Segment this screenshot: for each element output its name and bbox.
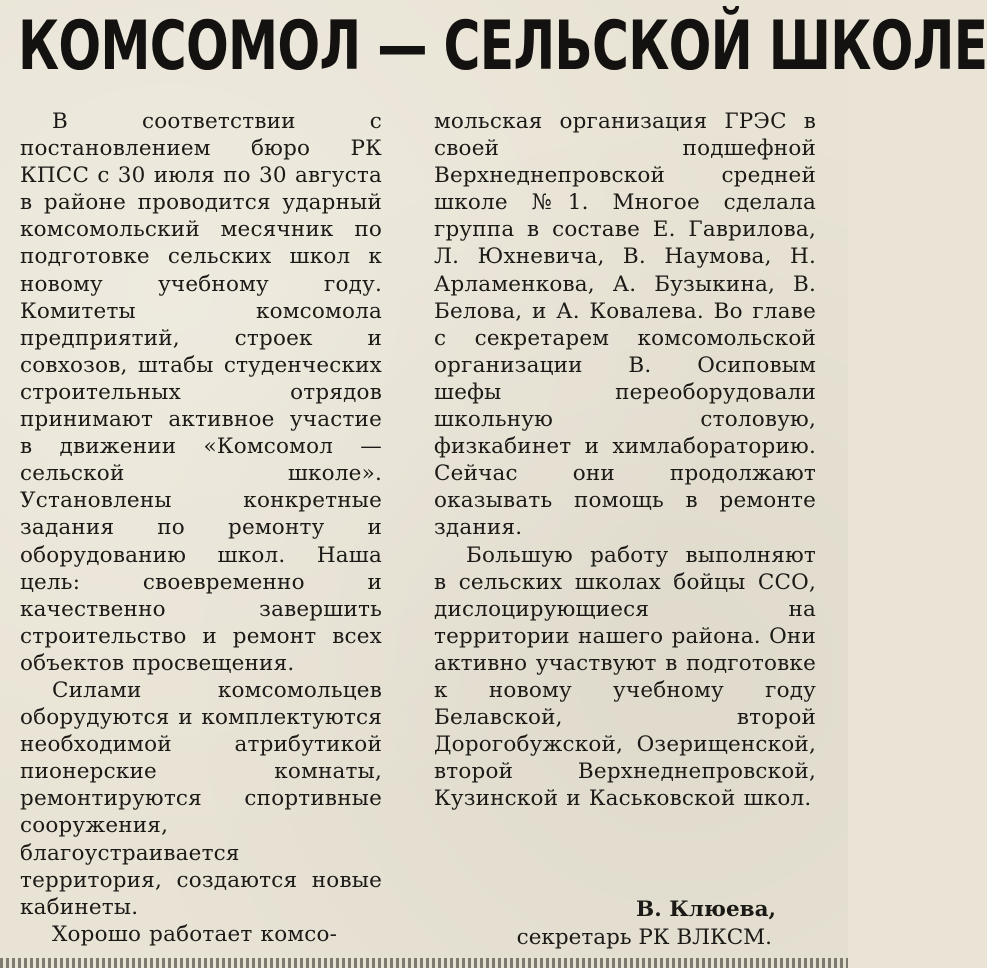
headline: КОМСОМОЛ — СЕЛЬСКОЙ ШКОЛЕ	[18, 7, 987, 86]
paragraph: Большую работу выполняют в сельских школах бойцы ССО, дислоцирующиеся на территории нашего района. Они активно участвуют в подготовке к новому учебному году Белавской, второй Дорогобужской, Озерищенской, второй Верхнеднепровской, Кузинской и Каськовской школ.	[434, 542, 816, 812]
signature-block	[434, 896, 816, 952]
paragraph: Хорошо работает комсо-	[52, 921, 338, 947]
author-title: секретарь РК ВЛКСМ.	[516, 925, 772, 950]
article-column-right	[434, 108, 816, 812]
paragraph: В соответствии с постановлением бюро РК КПСС с 30 июля по 30 августа в районе проводится ударный комсомольский месячник по подготовке сельских школ к новому учебному году. Комитеты комсомола предприятий, строек и совхозов, штабы студенческих строительных отрядов принимают активное участие в движении «Комсомол — сельской школе». Установлены конкретные задания по ремонту и оборудованию школ. Наша цель: своевременно и качественно завершить строительство и ремонт всех объектов просвещения.	[20, 109, 382, 676]
paragraph: мольская организация ГРЭС в своей подшефной Верхнеднепровской средней школе №1. Многое сделала группа в составе Е. Гаврилова, Л. Юхневича, В. Наумова, Н. Арламенкова, А. Бузыкина, В. Белова, и А. Ковалева. Во главе с секретарем комсомольской организации В. Осиповым шефы переоборудовали школьную столовую, физкабинет и химлабораторию. Сейчас они продолжают оказывать помощь в ремонте здания.	[434, 109, 816, 541]
article-column-left	[20, 108, 382, 948]
paragraph: Силами комсомольцев оборудуются и комплектуются необходимой атрибутикой пионерские комнаты, ремонтируются спортивные сооружения, благоустраивается территория, создаются новые кабинеты.	[20, 677, 382, 920]
bottom-divider	[0, 958, 848, 968]
author-name: В. Клюева,	[636, 897, 776, 922]
